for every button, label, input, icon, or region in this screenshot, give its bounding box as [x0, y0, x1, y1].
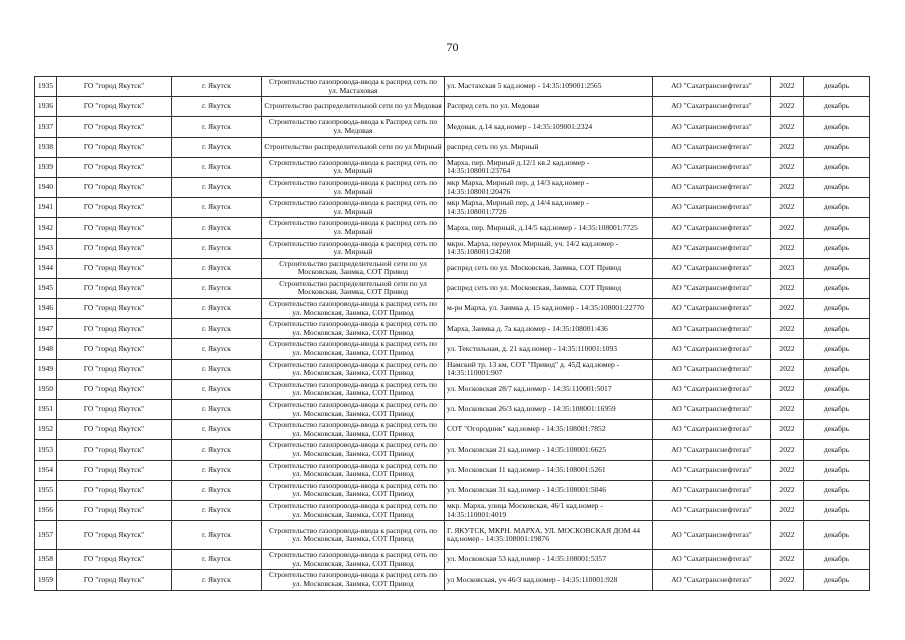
- city-cell: г. Якутск: [172, 198, 262, 218]
- address-cell: распред сеть по ул. Московская, Заимка, СОТ Привод: [445, 258, 653, 278]
- address-cell: Марха, пер. Мирный, д.14/5 кад.номер - 14:35:108001:7725: [445, 218, 653, 238]
- month-cell: декабрь: [804, 339, 870, 359]
- year-cell: 2022: [771, 137, 804, 157]
- month-cell: декабрь: [804, 157, 870, 177]
- city-cell: г. Якутск: [172, 238, 262, 258]
- row-number-cell: 1943: [35, 238, 57, 258]
- city-cell: г. Якутск: [172, 157, 262, 177]
- row-number-cell: 1955: [35, 480, 57, 500]
- row-number-cell: 1946: [35, 299, 57, 319]
- organization-cell: АО "Сахатранснефтегаз": [653, 319, 771, 339]
- organization-cell: АО "Сахатранснефтегаз": [653, 570, 771, 590]
- month-cell: декабрь: [804, 359, 870, 379]
- municipality-cell: ГО "город Якутск": [57, 299, 172, 319]
- year-cell: 2022: [771, 218, 804, 238]
- row-number-cell: 1938: [35, 137, 57, 157]
- address-cell: ул. Московская 53 кад.номер - 14:35:108001:5357: [445, 550, 653, 570]
- object-name-cell: Строительство газопровода-ввода к распред сеть по ул. Московская, Заимка, СОТ Привод: [262, 379, 445, 399]
- municipality-cell: ГО "город Якутск": [57, 238, 172, 258]
- row-number-cell: 1959: [35, 570, 57, 590]
- organization-cell: АО "Сахатранснефтегаз": [653, 278, 771, 298]
- object-name-cell: Строительство газопровода-ввода к распред сеть по ул. Московская, Заимка, СОТ Привод: [262, 319, 445, 339]
- address-cell: распред сеть по ул. Мирный: [445, 137, 653, 157]
- object-name-cell: Строительство газопровода-ввода к распред сеть по ул. Московская, Заимка, СОТ Привод: [262, 299, 445, 319]
- table-row: [35, 218, 870, 238]
- month-cell: декабрь: [804, 117, 870, 137]
- object-name-cell: Строительство газопровода-ввода к распред сеть по ул. Мирный: [262, 218, 445, 238]
- organization-cell: АО "Сахатранснефтегаз": [653, 258, 771, 278]
- row-number-cell: 1942: [35, 218, 57, 238]
- object-name-cell: Строительство газопровода-ввода к распред сеть по ул. Московская, Заимка, СОТ Привод: [262, 500, 445, 520]
- municipality-cell: ГО "город Якутск": [57, 278, 172, 298]
- row-number-cell: 1954: [35, 460, 57, 480]
- row-number-cell: 1949: [35, 359, 57, 379]
- municipality-cell: ГО "город Якутск": [57, 500, 172, 520]
- table-row: [35, 198, 870, 218]
- row-number-cell: 1939: [35, 157, 57, 177]
- organization-cell: АО "Сахатранснефтегаз": [653, 460, 771, 480]
- year-cell: 2022: [771, 278, 804, 298]
- municipality-cell: ГО "город Якутск": [57, 570, 172, 590]
- row-number-cell: 1953: [35, 440, 57, 460]
- month-cell: декабрь: [804, 500, 870, 520]
- month-cell: декабрь: [804, 521, 870, 550]
- municipality-cell: ГО "город Якутск": [57, 460, 172, 480]
- month-cell: декабрь: [804, 299, 870, 319]
- row-number-cell: 1936: [35, 97, 57, 117]
- year-cell: 2022: [771, 359, 804, 379]
- city-cell: г. Якутск: [172, 359, 262, 379]
- organization-cell: АО "Сахатранснефтегаз": [653, 157, 771, 177]
- address-cell: ул Московская, уч 46/3 кад.номер - 14:35:110001:928: [445, 570, 653, 590]
- address-cell: Марха, пер. Мирный д.12/1 кв.2 кад.номер - 14:35:108001:23764: [445, 157, 653, 177]
- month-cell: декабрь: [804, 218, 870, 238]
- municipality-cell: ГО "город Якутск": [57, 218, 172, 238]
- object-name-cell: Строительство распределительной сети по ул Московская, Заимка, СОТ Привод: [262, 258, 445, 278]
- table-row: [35, 500, 870, 520]
- table-row: [35, 480, 870, 500]
- city-cell: г. Якутск: [172, 177, 262, 197]
- address-cell: Медовая, д.14 кад.номер - 14:35:109001:2324: [445, 117, 653, 137]
- month-cell: декабрь: [804, 570, 870, 590]
- organization-cell: АО "Сахатранснефтегаз": [653, 500, 771, 520]
- organization-cell: АО "Сахатранснефтегаз": [653, 77, 771, 97]
- year-cell: 2022: [771, 238, 804, 258]
- row-number-cell: 1944: [35, 258, 57, 278]
- city-cell: г. Якутск: [172, 339, 262, 359]
- table-row: [35, 137, 870, 157]
- object-name-cell: Строительство газопровода-ввода к распред сеть по ул. Московская, Заимка, СОТ Привод: [262, 460, 445, 480]
- year-cell: 2023: [771, 258, 804, 278]
- city-cell: г. Якутск: [172, 460, 262, 480]
- municipality-cell: ГО "город Якутск": [57, 420, 172, 440]
- month-cell: декабрь: [804, 379, 870, 399]
- municipality-cell: ГО "город Якутск": [57, 379, 172, 399]
- city-cell: г. Якутск: [172, 299, 262, 319]
- organization-cell: АО "Сахатранснефтегаз": [653, 137, 771, 157]
- address-cell: мкр. Марха, улица Московская, 46/1 кад.номер - 14:35:110001:4019: [445, 500, 653, 520]
- month-cell: декабрь: [804, 550, 870, 570]
- year-cell: 2022: [771, 379, 804, 399]
- address-cell: Марха, Заимка д. 7а кад.номер - 14:35:108001:436: [445, 319, 653, 339]
- table-row: [35, 359, 870, 379]
- object-name-cell: Строительство распределительной сети по ул Медовая: [262, 97, 445, 117]
- address-cell: ул. Текстильная, д. 21 кад.номер - 14:35:110001:1093: [445, 339, 653, 359]
- table-row: [35, 420, 870, 440]
- object-name-cell: Строительство газопровода-ввода к распред сеть по ул. Московская, Заимка, СОТ Привод: [262, 339, 445, 359]
- row-number-cell: 1947: [35, 319, 57, 339]
- municipality-cell: ГО "город Якутск": [57, 77, 172, 97]
- municipality-cell: ГО "город Якутск": [57, 339, 172, 359]
- year-cell: 2022: [771, 77, 804, 97]
- city-cell: г. Якутск: [172, 137, 262, 157]
- municipality-cell: ГО "город Якутск": [57, 359, 172, 379]
- month-cell: декабрь: [804, 77, 870, 97]
- year-cell: 2022: [771, 117, 804, 137]
- city-cell: г. Якутск: [172, 521, 262, 550]
- object-name-cell: Строительство газопровода-ввода к распред сеть по ул. Московская, Заимка, СОТ Привод: [262, 550, 445, 570]
- table-row: [35, 117, 870, 137]
- address-cell: Г. ЯКУТСК, МКРН. МАРХА, УЛ. МОСКОВСКАЯ ДОМ 44 кад.номер - 14:35:108001:19876: [445, 521, 653, 550]
- year-cell: 2022: [771, 460, 804, 480]
- month-cell: декабрь: [804, 177, 870, 197]
- municipality-cell: ГО "город Якутск": [57, 521, 172, 550]
- organization-cell: АО "Сахатранснефтегаз": [653, 218, 771, 238]
- address-cell: Намский тр. 13 км, СОТ "Привод" д. 45Д кад.номер - 14:35:110001:907: [445, 359, 653, 379]
- table-row: [35, 521, 870, 550]
- object-name-cell: Строительство газопровода-ввода к распред сеть по ул. Мирный: [262, 157, 445, 177]
- month-cell: декабрь: [804, 258, 870, 278]
- address-cell: ул. Мастахская 5 кад.номер - 14:35:109001:2565: [445, 77, 653, 97]
- city-cell: г. Якутск: [172, 278, 262, 298]
- year-cell: 2022: [771, 521, 804, 550]
- month-cell: декабрь: [804, 440, 870, 460]
- object-name-cell: Строительство газопровода-ввода к распред сеть по ул. Московская, Заимка, СОТ Привод: [262, 420, 445, 440]
- year-cell: 2022: [771, 299, 804, 319]
- row-number-cell: 1952: [35, 420, 57, 440]
- row-number-cell: 1935: [35, 77, 57, 97]
- year-cell: 2022: [771, 339, 804, 359]
- table-row: [35, 299, 870, 319]
- city-cell: г. Якутск: [172, 379, 262, 399]
- year-cell: 2022: [771, 97, 804, 117]
- city-cell: г. Якутск: [172, 570, 262, 590]
- row-number-cell: 1945: [35, 278, 57, 298]
- year-cell: 2022: [771, 550, 804, 570]
- object-name-cell: Строительство газопровода-ввода к распред сеть по ул. Московская, Заимка, СОТ Привод: [262, 570, 445, 590]
- address-cell: мкр Марха, Мирный пер, д 14/4 кад.номер - 14:35:108001:7726: [445, 198, 653, 218]
- municipality-cell: ГО "город Якутск": [57, 400, 172, 420]
- municipality-cell: ГО "город Якутск": [57, 480, 172, 500]
- table-row: [35, 319, 870, 339]
- address-cell: ул. Московская 31 кад.номер - 14:35:108001:5046: [445, 480, 653, 500]
- month-cell: декабрь: [804, 278, 870, 298]
- year-cell: 2022: [771, 198, 804, 218]
- organization-cell: АО "Сахатранснефтегаз": [653, 379, 771, 399]
- city-cell: г. Якутск: [172, 218, 262, 238]
- municipality-cell: ГО "город Якутск": [57, 97, 172, 117]
- object-name-cell: Строительство газопровода-ввода к распред сеть по ул. Мирный: [262, 198, 445, 218]
- city-cell: г. Якутск: [172, 77, 262, 97]
- city-cell: г. Якутск: [172, 480, 262, 500]
- address-cell: мкр Марха, Мирный пер, д 14/3 кад.номер - 14:35:108001:20476: [445, 177, 653, 197]
- municipality-cell: ГО "город Якутск": [57, 550, 172, 570]
- row-number-cell: 1956: [35, 500, 57, 520]
- year-cell: 2022: [771, 400, 804, 420]
- table-row: [35, 460, 870, 480]
- address-cell: ул. Московская 21 кад.номер - 14:35:108001:6625: [445, 440, 653, 460]
- municipality-cell: ГО "город Якутск": [57, 177, 172, 197]
- month-cell: декабрь: [804, 137, 870, 157]
- table-row: [35, 77, 870, 97]
- address-cell: ул. Московская 11 кад.номер - 14:35:108001:5261: [445, 460, 653, 480]
- city-cell: г. Якутск: [172, 500, 262, 520]
- city-cell: г. Якутск: [172, 117, 262, 137]
- object-name-cell: Строительство газопровода-ввода к распред сеть по ул. Мирный: [262, 177, 445, 197]
- municipality-cell: ГО "город Якутск": [57, 440, 172, 460]
- municipality-cell: ГО "город Якутск": [57, 258, 172, 278]
- address-cell: СОТ "Огородник" кад.номер - 14:35:108001:7852: [445, 420, 653, 440]
- month-cell: декабрь: [804, 198, 870, 218]
- object-name-cell: Строительство распределительной сети по ул Мирный: [262, 137, 445, 157]
- row-number-cell: 1958: [35, 550, 57, 570]
- row-number-cell: 1951: [35, 400, 57, 420]
- object-name-cell: Строительство газопровода-ввода к распред сеть по ул. Мастаховая: [262, 77, 445, 97]
- municipality-cell: ГО "город Якутск": [57, 137, 172, 157]
- object-name-cell: Строительство газопровода-ввода к распред сеть по ул. Мирный: [262, 238, 445, 258]
- table-row: [35, 440, 870, 460]
- organization-cell: АО "Сахатранснефтегаз": [653, 238, 771, 258]
- organization-cell: АО "Сахатранснефтегаз": [653, 400, 771, 420]
- city-cell: г. Якутск: [172, 97, 262, 117]
- organization-cell: АО "Сахатранснефтегаз": [653, 117, 771, 137]
- row-number-cell: 1948: [35, 339, 57, 359]
- table-body: [35, 77, 870, 591]
- organization-cell: АО "Сахатранснефтегаз": [653, 359, 771, 379]
- row-number-cell: 1957: [35, 521, 57, 550]
- table-row: [35, 379, 870, 399]
- table-row: [35, 278, 870, 298]
- month-cell: декабрь: [804, 238, 870, 258]
- month-cell: декабрь: [804, 480, 870, 500]
- organization-cell: АО "Сахатранснефтегаз": [653, 198, 771, 218]
- table-row: [35, 570, 870, 590]
- organization-cell: АО "Сахатранснефтегаз": [653, 521, 771, 550]
- month-cell: декабрь: [804, 97, 870, 117]
- organization-cell: АО "Сахатранснефтегаз": [653, 177, 771, 197]
- address-cell: мкрн. Марха, переулок Мирный, уч. 14/2 кад.номер - 14:35:108001:24208: [445, 238, 653, 258]
- year-cell: 2022: [771, 319, 804, 339]
- object-name-cell: Строительство газопровода-ввода к распред сеть по ул. Московская, Заимка, СОТ Привод: [262, 440, 445, 460]
- address-cell: Распред сеть по ул. Медовая: [445, 97, 653, 117]
- city-cell: г. Якутск: [172, 258, 262, 278]
- municipality-cell: ГО "город Якутск": [57, 319, 172, 339]
- row-number-cell: 1940: [35, 177, 57, 197]
- city-cell: г. Якутск: [172, 550, 262, 570]
- object-name-cell: Строительство газопровода-ввода к распред сеть по ул. Московская, Заимка, СОТ Привод: [262, 400, 445, 420]
- organization-cell: АО "Сахатранснефтегаз": [653, 339, 771, 359]
- table-row: [35, 400, 870, 420]
- year-cell: 2022: [771, 480, 804, 500]
- table-row: [35, 177, 870, 197]
- municipality-cell: ГО "город Якутск": [57, 117, 172, 137]
- object-name-cell: Строительство газопровода-ввода к Распред сеть по ул. Медовая: [262, 117, 445, 137]
- month-cell: декабрь: [804, 460, 870, 480]
- year-cell: 2022: [771, 420, 804, 440]
- object-name-cell: Строительство газопровода-ввода к распред сеть по ул. Московская, Заимка, СОТ Привод: [262, 480, 445, 500]
- address-cell: ул. Московская 28/7 кад.номер - 14:35:110001:5017: [445, 379, 653, 399]
- object-name-cell: Строительство газопровода-ввода к распред сеть по ул. Московская, Заимка, СОТ Привод: [262, 359, 445, 379]
- month-cell: декабрь: [804, 420, 870, 440]
- organization-cell: АО "Сахатранснефтегаз": [653, 550, 771, 570]
- row-number-cell: 1941: [35, 198, 57, 218]
- table-row: [35, 238, 870, 258]
- organization-cell: АО "Сахатранснефтегаз": [653, 97, 771, 117]
- address-cell: м-рн Марха, ул. Заимка д. 15 кад.номер - 14:35:108001:22770: [445, 299, 653, 319]
- row-number-cell: 1937: [35, 117, 57, 137]
- city-cell: г. Якутск: [172, 400, 262, 420]
- organization-cell: АО "Сахатранснефтегаз": [653, 299, 771, 319]
- organization-cell: АО "Сахатранснефтегаз": [653, 440, 771, 460]
- year-cell: 2022: [771, 440, 804, 460]
- city-cell: г. Якутск: [172, 319, 262, 339]
- month-cell: декабрь: [804, 400, 870, 420]
- table-row: [35, 97, 870, 117]
- table-row: [35, 157, 870, 177]
- municipality-cell: ГО "город Якутск": [57, 198, 172, 218]
- gasification-table: [34, 76, 870, 591]
- city-cell: г. Якутск: [172, 440, 262, 460]
- municipality-cell: ГО "город Якутск": [57, 157, 172, 177]
- year-cell: 2022: [771, 500, 804, 520]
- object-name-cell: Строительство распределительной сети по ул Московская, Заимка, СОТ Привод: [262, 278, 445, 298]
- organization-cell: АО "Сахатранснефтегаз": [653, 420, 771, 440]
- year-cell: 2022: [771, 157, 804, 177]
- page-number: 70: [446, 40, 459, 54]
- table-row: [35, 258, 870, 278]
- month-cell: декабрь: [804, 319, 870, 339]
- table-row: [35, 339, 870, 359]
- row-number-cell: 1950: [35, 379, 57, 399]
- year-cell: 2022: [771, 570, 804, 590]
- city-cell: г. Якутск: [172, 420, 262, 440]
- table-row: [35, 550, 870, 570]
- organization-cell: АО "Сахатранснефтегаз": [653, 480, 771, 500]
- address-cell: распред сеть по ул. Московская, Заимка, СОТ Привод: [445, 278, 653, 298]
- object-name-cell: Строительство газопровода-ввода к распред сеть по ул. Московская, Заимка, СОТ Привод: [262, 521, 445, 550]
- address-cell: ул. Московская 26/3 кад.номер - 14:35:108001:16959: [445, 400, 653, 420]
- year-cell: 2022: [771, 177, 804, 197]
